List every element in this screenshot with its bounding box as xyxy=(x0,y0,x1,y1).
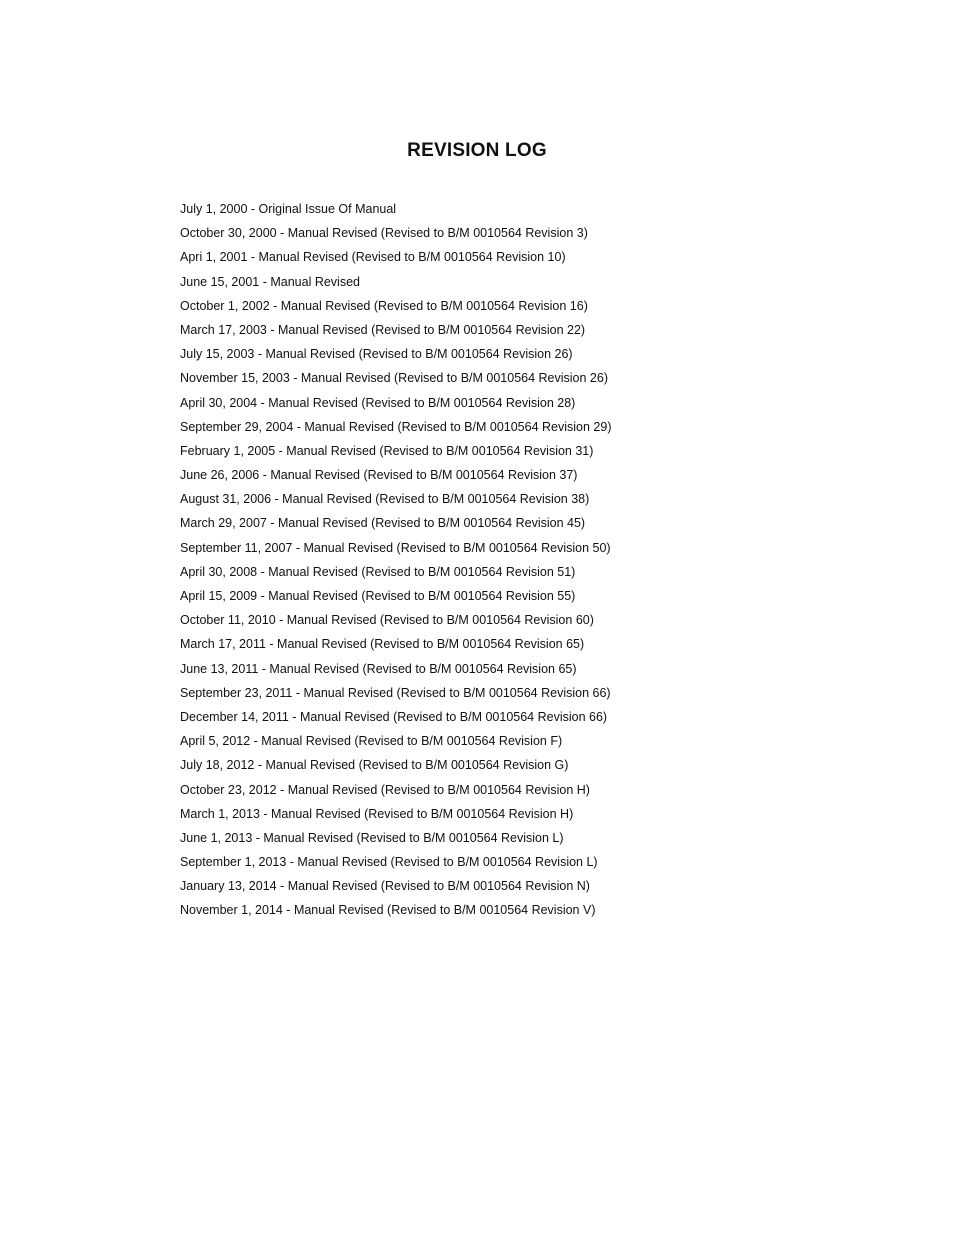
revision-list xyxy=(180,200,612,926)
revision-entry: March 29, 2007 - Manual Revised (Revised to B/M 0010564 Revision 45) xyxy=(180,516,586,531)
revision-entry: March 1, 2013 - Manual Revised (Revised to B/M 0010564 Revision H) xyxy=(180,806,574,821)
revision-entry: April 30, 2004 - Manual Revised (Revised to B/M 0010564 Revision 28) xyxy=(180,395,576,410)
revision-entry: September 23, 2011 - Manual Revised (Revised to B/M 0010564 Revision 66) xyxy=(180,685,611,700)
revision-entry: October 1, 2002 - Manual Revised (Revised to B/M 0010564 Revision 16) xyxy=(180,298,588,313)
revision-entry: June 26, 2006 - Manual Revised (Revised to B/M 0010564 Revision 37) xyxy=(180,468,578,483)
revision-entry: March 17, 2003 - Manual Revised (Revised to B/M 0010564 Revision 22) xyxy=(180,322,586,337)
revision-entry: April 5, 2012 - Manual Revised (Revised to B/M 0010564 Revision F) xyxy=(180,734,563,749)
revision-entry: July 1, 2000 - Original Issue Of Manual xyxy=(180,202,397,216)
revision-entry: July 18, 2012 - Manual Revised (Revised to B/M 0010564 Revision G) xyxy=(180,758,569,773)
revision-entry: June 15, 2001 - Manual Revised xyxy=(180,274,360,289)
revision-entry: September 1, 2013 - Manual Revised (Revised to B/M 0010564 Revision L) xyxy=(180,855,598,870)
revision-entry: June 13, 2011 - Manual Revised (Revised to B/M 0010564 Revision 65) xyxy=(180,661,577,676)
revision-entry: November 1, 2014 - Manual Revised (Revised to B/M 0010564 Revision V) xyxy=(180,903,596,918)
revision-entry: April 15, 2009 - Manual Revised (Revised to B/M 0010564 Revision 55) xyxy=(180,589,576,603)
revision-entry: October 30, 2000 - Manual Revised (Revised to B/M 0010564 Revision 3) xyxy=(180,226,588,241)
revision-entry: July 15, 2003 - Manual Revised (Revised to B/M 0010564 Revision 26) xyxy=(180,347,573,362)
page-title: REVISION LOG xyxy=(407,140,547,161)
revision-entry: October 23, 2012 - Manual Revised (Revised to B/M 0010564 Revision H) xyxy=(180,782,590,797)
revision-entry: January 13, 2014 - Manual Revised (Revised to B/M 0010564 Revision N) xyxy=(180,879,590,894)
revision-entry: April 30, 2008 - Manual Revised (Revised to B/M 0010564 Revision 51) xyxy=(180,564,576,579)
revision-entry: June 1, 2013 - Manual Revised (Revised to B/M 0010564 Revision L) xyxy=(180,830,564,845)
revision-entry: December 14, 2011 - Manual Revised (Revised to B/M 0010564 Revision 66) xyxy=(180,709,608,724)
revision-entry: October 11, 2010 - Manual Revised (Revised to B/M 0010564 Revision 60) xyxy=(180,613,594,628)
revision-entry: November 15, 2003 - Manual Revised (Revised to B/M 0010564 Revision 26) xyxy=(180,371,609,386)
revision-entry: September 11, 2007 - Manual Revised (Revised to B/M 0010564 Revision 50) xyxy=(180,540,611,555)
revision-entry: February 1, 2005 - Manual Revised (Revised to B/M 0010564 Revision 31) xyxy=(180,443,594,458)
revision-entry: March 17, 2011 - Manual Revised (Revised to B/M 0010564 Revision 65) xyxy=(180,637,585,652)
revision-entry: Apri 1, 2001 - Manual Revised (Revised to B/M 0010564 Revision 10) xyxy=(180,250,566,265)
revision-entry: August 31, 2006 - Manual Revised (Revised to B/M 0010564 Revision 38) xyxy=(180,492,590,507)
revision-entry: September 29, 2004 - Manual Revised (Revised to B/M 0010564 Revision 29) xyxy=(180,419,612,434)
